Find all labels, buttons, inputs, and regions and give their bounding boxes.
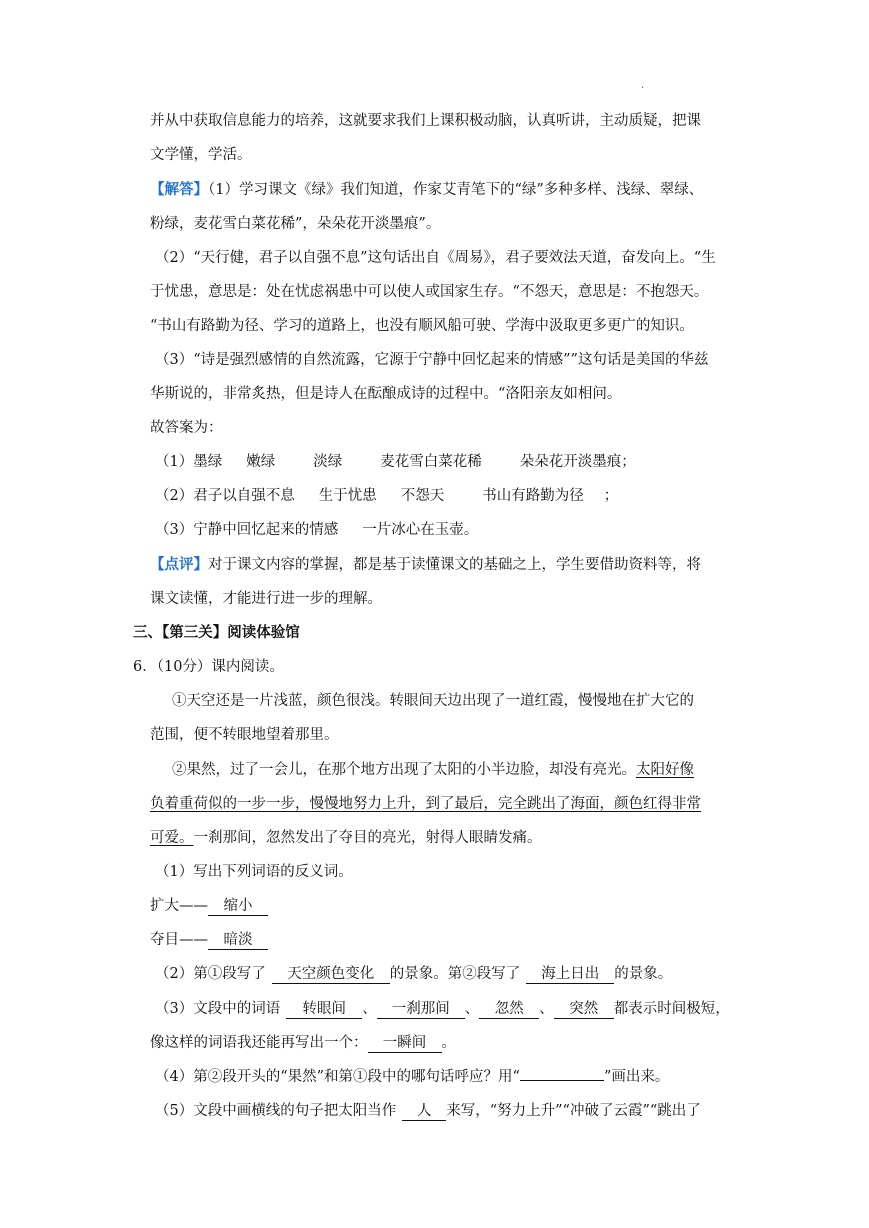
answer-blank: 一瞬间 — [368, 1034, 442, 1053]
text-line: 于忧患，意思是：处在忧虑祸患中可以使人或国家生存。“不怨天，意思是：不抱怨天。 — [150, 284, 709, 300]
underlined-sentence: 负着重荷似的一步一步，慢慢地努力上升，到了最后，完全跳出了海面，颜色红得非常 — [150, 796, 701, 812]
answer-item: 生于忧患 — [318, 488, 377, 504]
answer-item: 书山有路勤为径 — [482, 488, 584, 504]
text-span: 一刹那间，忽然发出了夺目的亮光，射得人眼睛发痛。 — [193, 830, 542, 846]
text-line: 文学懂，学活。 — [150, 147, 252, 163]
answer-blank: 转眼间 — [286, 1000, 362, 1019]
comment-line — [150, 555, 701, 575]
sub-question-1: （1）写出下列词语的反义词。 — [155, 864, 353, 880]
text-span: （2）第①段写了 — [155, 966, 266, 982]
text-line: 粉绿，麦花雪白菜花稀”，朵朵花开淡墨痕”。 — [150, 216, 441, 232]
underlined-sentence: 太阳好像 — [636, 762, 694, 778]
text-span: 扩大—— — [150, 898, 208, 914]
answer-item: ； — [603, 488, 619, 504]
text-span: 、 — [464, 1001, 480, 1017]
text-span: 都表示时间极短， — [613, 1001, 730, 1017]
answer-blank: 忽然 — [479, 1000, 539, 1019]
text-span: （1）学习课文《绿》我们知道，作家艾青笔下的“绿”多种多样、浅绿、翠绿、 — [208, 182, 704, 198]
answer-blank: 突然 — [554, 1000, 614, 1019]
text-line: 课文读懂，才能进行进一步的理解。 — [150, 591, 382, 607]
answer-item: 一片冰心在玉壶。 — [362, 522, 479, 538]
text-span: 的景象。 — [614, 966, 673, 982]
sub-question-3-cont — [150, 1033, 456, 1053]
page-marker: . — [641, 80, 645, 91]
answer-item: 君子以自强不息 — [193, 488, 295, 504]
passage-line: 范围，便不转眼地望着那里。 — [150, 727, 339, 743]
answer-item: 淡绿 — [313, 454, 343, 470]
antonym-line-1 — [150, 896, 268, 916]
jieda-tag: 【解答】 — [150, 181, 208, 198]
answer-item: 墨绿 — [193, 454, 223, 470]
text-line: “书山有路勤为径、学习的道路上，也没有顺风船可驶、学海中汲取更多更广的知识。 — [150, 318, 694, 334]
passage-line — [172, 760, 694, 780]
answer-explanation-line — [150, 180, 703, 200]
answer-intro: 故答案为： — [150, 420, 223, 436]
text-span: 对于课文内容的掌握，都是基于读懂课文的基础之上，学生要借助资料等，将 — [208, 557, 701, 573]
text-span: ②果然，过了一会儿，在那个地方出现了太阳的小半边脸，却没有亮光。 — [172, 762, 636, 778]
answer-line-3 — [155, 520, 478, 540]
answer-line-2 — [155, 486, 618, 506]
answer-line-1 — [155, 452, 636, 472]
passage-line — [150, 794, 701, 814]
answer-blank — [520, 1080, 604, 1081]
text-span: （5）文段中画横线的句子把太阳当作 — [155, 1103, 397, 1119]
answer-item: 麦花雪白菜花稀 — [380, 454, 482, 470]
text-span: 、 — [362, 1001, 377, 1017]
text-span: （2） — [155, 488, 194, 504]
text-span: （3）文段中的词语 — [155, 1001, 281, 1017]
text-span: 夺目—— — [150, 932, 208, 948]
text-span: （1） — [155, 454, 194, 470]
antonym-line-2 — [150, 930, 268, 950]
answer-item: 宁静中回忆起来的情感 — [193, 522, 339, 538]
text-line: 并从中获取信息能力的培养，这就要求我们上课积极动脑，认真听讲，主动质疑，把课 — [150, 113, 701, 129]
text-span: （4）第②段开头的“果然”和第①段中的哪句话呼应？用“ — [155, 1069, 520, 1085]
text-span: ”画出来。 — [603, 1069, 670, 1085]
answer-item: 不怨天 — [400, 488, 445, 504]
text-span: （3） — [155, 522, 194, 538]
text-line: 华斯说的，非常炙热，但是诗人在酝酿成诗的过程中。“洛阳亲友如相问。 — [150, 386, 622, 402]
sub-question-2 — [155, 964, 672, 984]
sub-question-3 — [155, 999, 730, 1019]
text-line: （3）“诗是强烈感情的自然流露，它源于宁静中回忆起来的情感””这句话是美国的华兹 — [155, 352, 709, 368]
text-span: 像这样的词语我还能再写出一个： — [150, 1035, 368, 1051]
dianping-tag: 【点评】 — [150, 556, 208, 573]
section-heading: 三、【第三关】阅读体验馆 — [133, 624, 300, 641]
text-span: 的景象。第②段写了 — [389, 966, 521, 982]
answer-blank: 人 — [402, 1102, 446, 1121]
text-span: 、 — [539, 1001, 554, 1017]
answer-blank: 海上日出 — [526, 965, 614, 984]
answer-blank: 天空颜色变化 — [272, 965, 390, 984]
answer-blank: 一刹那间 — [377, 1000, 465, 1019]
underlined-sentence: 可爱。 — [150, 830, 194, 846]
sub-question-5 — [155, 1101, 701, 1121]
passage-line — [150, 828, 542, 848]
answer-blank: 缩小 — [208, 897, 268, 916]
answer-blank: 暗淡 — [208, 931, 268, 950]
answer-item: 朵朵花开淡墨痕； — [519, 454, 636, 470]
answer-item: 嫩绿 — [246, 454, 276, 470]
text-line: （2）“天行健，君子以自强不息”这句话出自《周易》，君子要效法天道，奋发向上。“生 — [155, 250, 716, 266]
sub-question-4 — [155, 1067, 669, 1087]
passage-line: ①天空还是一片浅蓝，颜色很浅。转眼间天边出现了一道红霞，慢慢地在扩大它的 — [172, 693, 694, 709]
question-title: 6．（10分）课内阅读。 — [133, 659, 284, 675]
text-span: 来写，“努力上升”“冲破了云霞”“跳出了 — [446, 1103, 701, 1119]
text-span: 。 — [441, 1035, 456, 1051]
